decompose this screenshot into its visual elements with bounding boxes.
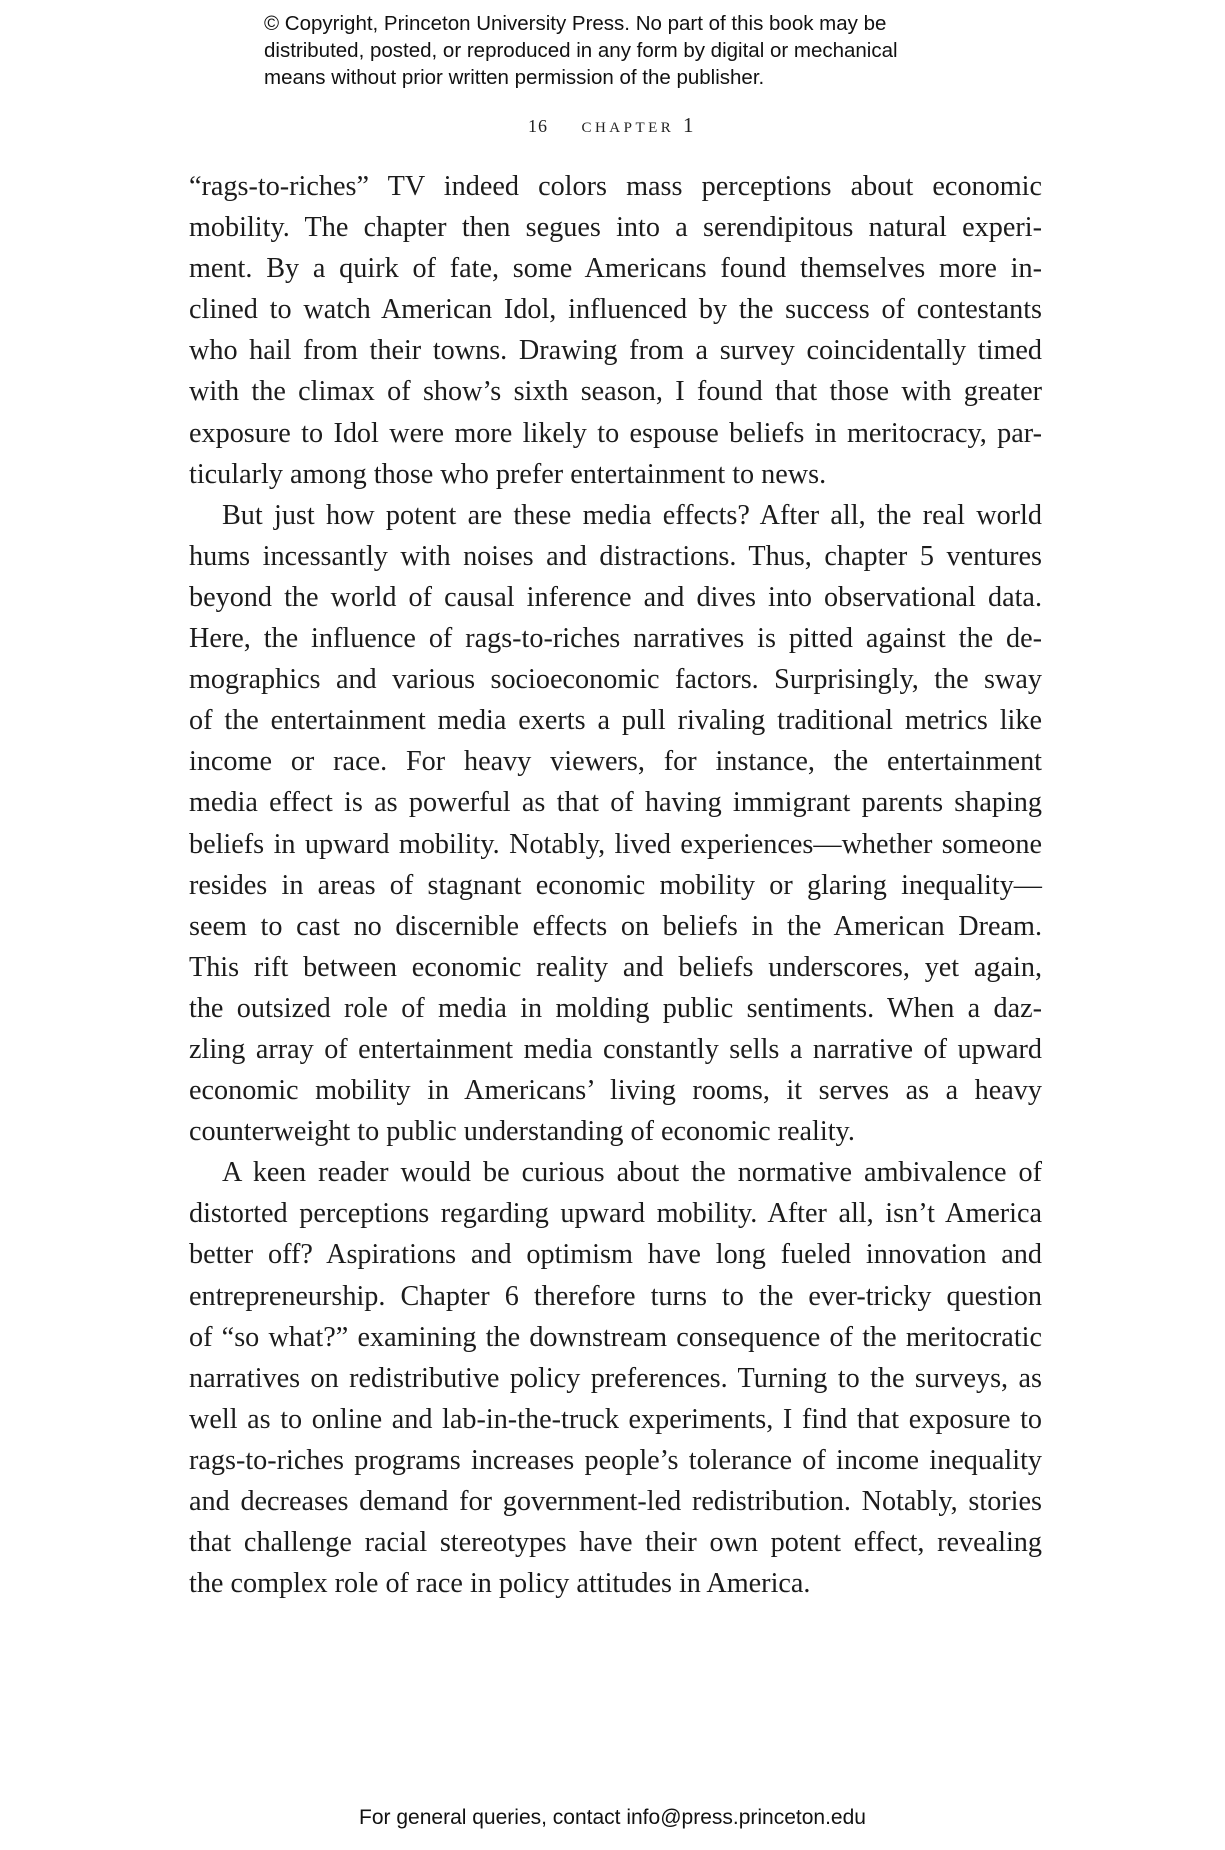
text-line: zling array of entertainment media constantly sells a narrative of upward — [189, 1033, 1042, 1065]
page-number: 16 — [527, 116, 548, 136]
footer-contact: For general queries, contact info@press.princeton.edu — [359, 1806, 866, 1829]
text-line: rags-to-riches programs increases people’s tolerance of income inequality — [189, 1444, 1042, 1476]
text-line: ticularly among those who prefer entertainment to news. — [189, 458, 827, 490]
paragraph-3 — [189, 1152, 1042, 1604]
text-line: of the entertainment media exerts a pull rivaling traditional metrics like — [189, 705, 1042, 737]
text-line: with the climax of show’s sixth season, I found that those with greater — [189, 376, 1042, 408]
text-line: income or race. For heavy viewers, for instance, the entertainment — [189, 746, 1042, 778]
text-line: But just how potent are these media effects? After all, the real world — [222, 499, 1042, 531]
text-line: “rags-to-riches” TV indeed colors mass perceptions about economic — [189, 171, 1042, 202]
body-text — [189, 166, 1042, 1604]
text-line: entrepreneurship. Chapter 6 therefore turns to the ever-tricky question — [189, 1280, 1042, 1312]
text-line: who hail from their towns. Drawing from a survey coincidentally timed — [189, 335, 1042, 367]
text-line: ment. By a quirk of fate, some Americans found themselves more in- — [189, 253, 1042, 285]
text-line: A keen reader would be curious about the normative ambivalence of — [222, 1157, 1042, 1189]
text-line: exposure to Idol were more likely to espouse beliefs in meritocracy, par- — [189, 417, 1042, 449]
text-line: mobility. The chapter then segues into a serendipitous natural experi- — [189, 212, 1042, 244]
copyright-line: distributed, posted, or reproduced in any form by digital or mechanical — [264, 39, 898, 62]
text-line: distorted perceptions regarding upward mobility. After all, isn’t America — [189, 1198, 1042, 1230]
chapter-label: chapter 1 — [581, 113, 698, 137]
text-line: well as to online and lab-in-the-truck experiments, I find that exposure to — [189, 1403, 1042, 1435]
text-line: clined to watch American Idol, influenced by the success of contestants — [189, 294, 1042, 326]
text-line: seem to cast no discernible effects on beliefs in the American Dream. — [189, 910, 1042, 942]
text-line: economic mobility in Americans’ living rooms, it serves as a heavy — [189, 1075, 1042, 1107]
paragraph-2 — [189, 495, 1042, 1153]
paragraph-1 — [189, 166, 1042, 495]
text-line: better off? Aspirations and optimism have long fueled innovation and — [189, 1239, 1042, 1271]
copyright-line: © Copyright, Princeton University Press. No part of this book may be — [264, 12, 887, 35]
text-line: resides in areas of stagnant economic mobility or glaring inequality— — [189, 869, 1042, 901]
text-line: the outsized role of media in molding public sentiments. When a daz- — [189, 992, 1042, 1024]
text-line: This rift between economic reality and beliefs underscores, yet again, — [189, 951, 1042, 983]
text-line: and decreases demand for government-led redistribution. Notably, stories — [189, 1486, 1042, 1517]
text-line: beyond the world of causal inference and dives into observational data. — [189, 581, 1042, 613]
text-line: that challenge racial stereotypes have their own potent effect, revealing — [189, 1527, 1042, 1559]
copyright-notice — [264, 10, 984, 91]
text-line: narratives on redistributive policy preferences. Turning to the surveys, as — [189, 1362, 1042, 1394]
text-line: of “so what?” examining the downstream consequence of the meritocratic — [189, 1321, 1042, 1353]
text-line: Here, the influence of rags-to-riches narratives is pitted against the de- — [189, 623, 1042, 655]
running-head — [0, 113, 1225, 138]
copyright-line: means without prior written permission of the publisher. — [264, 66, 765, 89]
text-line: mographics and various socioeconomic factors. Surprisingly, the sway — [189, 664, 1042, 696]
text-line: media effect is as powerful as that of having immigrant parents shaping — [189, 787, 1042, 819]
text-line: counterweight to public understanding of economic reality. — [189, 1116, 855, 1148]
text-line: the complex role of race in policy attitudes in America. — [189, 1568, 811, 1600]
text-line: hums incessantly with noises and distractions. Thus, chapter 5 ventures — [189, 540, 1042, 572]
text-line: beliefs in upward mobility. Notably, lived experiences—whether someone — [189, 828, 1042, 860]
